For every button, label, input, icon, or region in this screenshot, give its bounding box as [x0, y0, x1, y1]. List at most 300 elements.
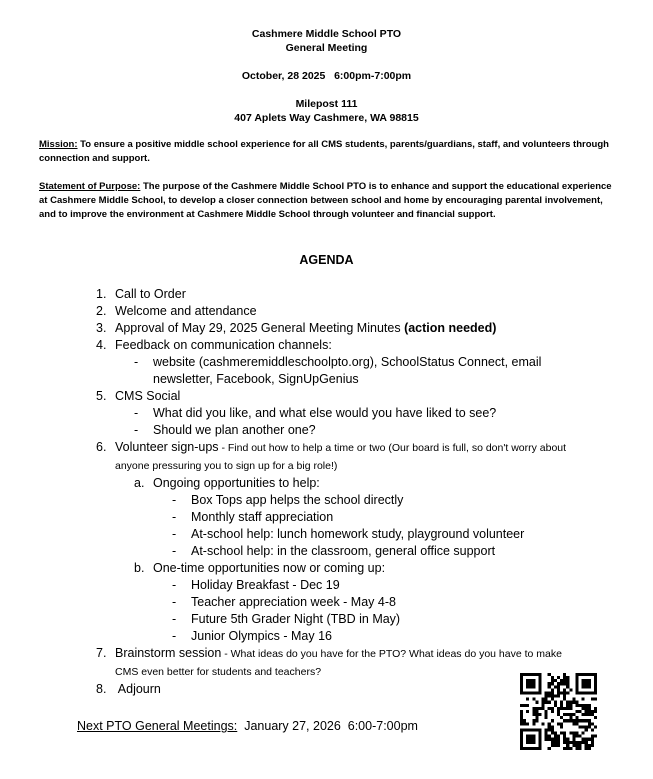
meeting-datetime: October, 28 2025 6:00pm-7:00pm — [241, 70, 412, 82]
qr-module — [588, 713, 591, 716]
qr-module — [557, 738, 560, 741]
agenda-text-main: Approval of May 29, 2025 General Meeting Minutes — [115, 321, 401, 335]
alpha-marker: a. — [134, 476, 145, 490]
qr-module — [563, 732, 566, 735]
qr-module — [551, 698, 554, 701]
qr-module — [542, 704, 545, 707]
qr-module — [582, 732, 585, 735]
qr-module — [551, 688, 554, 691]
qr-module — [594, 716, 597, 719]
agenda-list — [96, 286, 576, 698]
qr-module — [563, 735, 566, 738]
qr-module — [548, 735, 551, 738]
qr-module — [579, 719, 582, 722]
sub-bullet-text: What did you like, and what else would you have liked to see? — [153, 406, 497, 420]
qr-module — [532, 722, 535, 725]
qr-module — [585, 738, 588, 741]
qr-module — [545, 732, 548, 735]
qr-module — [560, 707, 563, 710]
qr-module — [591, 738, 594, 741]
agenda-text: Call to Order — [115, 287, 186, 301]
qr-module — [591, 710, 594, 713]
qr-module — [569, 688, 572, 691]
qr-module — [560, 679, 563, 682]
qr-module — [585, 719, 588, 722]
qr-module — [585, 741, 588, 744]
qr-module — [554, 685, 557, 688]
bullet-dash: - — [134, 406, 139, 420]
qr-module — [535, 701, 538, 704]
qr-module — [557, 682, 560, 685]
agenda-number: 4. — [96, 338, 107, 352]
qr-module — [591, 728, 594, 731]
bullet-dash: - — [172, 510, 177, 524]
action-needed-note: (action needed) — [404, 321, 497, 335]
qr-module — [563, 707, 566, 710]
next-meeting-date: January 27, 2026 6:00-7:00pm — [237, 719, 418, 733]
agenda-text-main: Volunteer sign-ups — [115, 440, 219, 454]
sub-bullet — [172, 492, 576, 509]
qr-module — [585, 744, 588, 747]
agenda-item-8 — [96, 681, 576, 698]
meeting-title: General Meeting — [285, 42, 368, 54]
qr-module — [591, 713, 594, 716]
qr-module — [554, 744, 557, 747]
bullet-dash: - — [172, 493, 177, 507]
qr-module — [560, 716, 563, 719]
qr-module — [575, 732, 578, 735]
sub-bullet-text: At-school help: in the classroom, general office support — [191, 544, 496, 558]
qr-module — [563, 679, 566, 682]
qr-module — [548, 695, 551, 698]
qr-module — [579, 725, 582, 728]
qr-module — [582, 741, 585, 744]
qr-module — [526, 722, 529, 725]
qr-module — [579, 744, 582, 747]
qr-module — [575, 716, 578, 719]
agenda-text: CMS Social — [115, 389, 181, 403]
qr-module — [548, 722, 551, 725]
qr-module — [572, 719, 575, 722]
qr-module — [538, 713, 541, 716]
qr-module — [557, 713, 560, 716]
qr-module — [557, 685, 560, 688]
qr-module — [548, 691, 551, 694]
qr-module — [585, 713, 588, 716]
org-title: Cashmere Middle School PTO — [251, 28, 402, 40]
qr-module — [557, 744, 560, 747]
qr-module — [551, 744, 554, 747]
qr-module — [535, 710, 538, 713]
qr-module — [520, 704, 523, 707]
qr-module — [526, 704, 529, 707]
qr-module — [551, 695, 554, 698]
mission-label: Mission: — [39, 139, 78, 150]
qr-module — [585, 747, 588, 750]
qr-module — [563, 676, 566, 679]
qr-module — [588, 707, 591, 710]
qr-module — [563, 713, 566, 716]
qr-module — [572, 698, 575, 701]
qr-module — [575, 722, 578, 725]
qr-module — [575, 710, 578, 713]
sub-bullet-text: website (cashmeremiddleschoolpto.org), SchoolStatus Connect, email newsletter, Facebook, SignUpGenius — [153, 355, 542, 386]
qr-module — [572, 735, 575, 738]
qr-module — [560, 732, 563, 735]
qr-module — [566, 704, 569, 707]
qr-module — [551, 728, 554, 731]
qr-module — [585, 710, 588, 713]
qr-module — [560, 682, 563, 685]
qr-module — [557, 688, 560, 691]
qr-module — [535, 719, 538, 722]
qr-module — [523, 719, 526, 722]
qr-module — [545, 716, 548, 719]
qr-module — [588, 710, 591, 713]
qr-module — [582, 707, 585, 710]
qr-module — [566, 679, 569, 682]
qr-module — [582, 713, 585, 716]
agenda-item-4 — [96, 337, 576, 354]
qr-module — [554, 679, 557, 682]
qr-module — [551, 741, 554, 744]
qr-module — [545, 710, 548, 713]
qr-module — [588, 704, 591, 707]
qr-module — [551, 725, 554, 728]
qr-module — [551, 682, 554, 685]
sub-item-text: Ongoing opportunities to help: — [153, 476, 320, 490]
qr-module — [579, 747, 582, 750]
qr-module — [551, 738, 554, 741]
qr-module — [554, 732, 557, 735]
qr-module — [594, 725, 597, 728]
sub-item-text: One-time opportunities now or coming up: — [153, 561, 386, 575]
qr-module — [582, 679, 591, 688]
mission-text: To ensure a positive middle school experience for all CMS students, parents/guardians, staff, and volunteers through connection and support. — [39, 139, 609, 164]
purpose-text: The purpose of the Cashmere Middle School PTO is to enhance and support the educational experience at Cashmere Middle School, to develop a closer connection between school and home by encouraging parental involvement, and to improve the environment at Cashmere Middle School through volunteer and financial support. — [39, 181, 612, 220]
qr-module — [588, 725, 591, 728]
purpose-label: Statement of Purpose: — [39, 181, 141, 192]
qr-module — [575, 719, 578, 722]
qr-module — [560, 701, 563, 704]
qr-module — [532, 710, 535, 713]
qr-module — [594, 710, 597, 713]
agenda-number: 1. — [96, 287, 107, 301]
bullet-dash: - — [172, 578, 177, 592]
qr-module — [542, 707, 545, 710]
qr-module — [594, 735, 597, 738]
qr-module — [557, 691, 560, 694]
qr-module — [532, 707, 535, 710]
qr-module — [594, 707, 597, 710]
agenda-text: Feedback on communication channels: — [115, 338, 332, 352]
qr-module — [551, 691, 554, 694]
qr-module — [545, 701, 548, 704]
qr-module — [569, 713, 572, 716]
sub-bullet-text: Junior Olympics - May 16 — [191, 629, 333, 643]
sub-bullet — [172, 526, 576, 543]
sub-bullet-text: Holiday Breakfast - Dec 19 — [191, 578, 340, 592]
qr-module — [548, 673, 551, 676]
qr-module — [582, 738, 585, 741]
qr-module — [542, 698, 545, 701]
bullet-dash: - — [172, 629, 177, 643]
agenda-number: 5. — [96, 389, 107, 403]
agenda-text-note: - Find out how to help a time or two (Our board is full, so don't worry about anyone pressuring you to sign up for a big role!) — [115, 442, 567, 472]
qr-module — [572, 722, 575, 725]
qr-module — [560, 725, 563, 728]
mission-statement — [39, 138, 614, 166]
qr-module — [563, 738, 566, 741]
qr-module — [563, 741, 566, 744]
qr-module — [551, 679, 554, 682]
qr-module — [520, 719, 523, 722]
agenda-item-3 — [96, 320, 576, 337]
qr-module — [585, 707, 588, 710]
qr-module — [566, 685, 569, 688]
bullet-dash: - — [134, 423, 139, 437]
qr-module — [520, 716, 523, 719]
next-meeting-label: Next PTO General Meetings: — [77, 719, 238, 733]
qr-module — [591, 735, 594, 738]
qr-module — [569, 716, 572, 719]
agenda-text: Welcome and attendance — [115, 304, 257, 318]
qr-module — [548, 728, 551, 731]
qr-module — [566, 747, 569, 750]
qr-module — [535, 707, 538, 710]
agenda-item-5 — [96, 388, 576, 405]
qr-module — [572, 744, 575, 747]
agenda-text — [115, 320, 576, 337]
qr-module — [545, 713, 548, 716]
agenda-text-main: Brainstorm session — [115, 646, 222, 660]
qr-module — [585, 728, 588, 731]
qr-module — [585, 704, 588, 707]
qr-module — [545, 738, 548, 741]
qr-module — [566, 682, 569, 685]
sub-bullet — [172, 594, 576, 611]
next-meeting — [77, 719, 418, 733]
agenda-text: Adjourn — [115, 682, 161, 696]
qr-module — [551, 710, 554, 713]
qr-module — [566, 713, 569, 716]
qr-module — [532, 719, 535, 722]
sub-bullet-text: Monthly staff appreciation — [191, 510, 334, 524]
qr-module — [551, 676, 554, 679]
qr-module — [582, 725, 585, 728]
qr-module — [535, 713, 538, 716]
qr-module — [588, 744, 591, 747]
qr-module — [563, 747, 566, 750]
qr-module — [582, 704, 585, 707]
qr-module — [551, 719, 554, 722]
bullet-dash: - — [172, 544, 177, 558]
qr-module — [572, 738, 575, 741]
sub-bullet — [134, 354, 576, 388]
qr-module — [520, 710, 523, 713]
qr-module — [538, 707, 541, 710]
qr-module — [557, 676, 560, 679]
qr-module — [582, 719, 585, 722]
qr-module — [563, 719, 566, 722]
qr-module — [563, 698, 566, 701]
qr-module — [588, 738, 591, 741]
qr-module — [560, 722, 563, 725]
qr-module — [566, 707, 569, 710]
agenda-item-2 — [96, 303, 576, 320]
qr-module — [575, 735, 578, 738]
qr-module — [588, 747, 591, 750]
qr-module — [563, 688, 566, 691]
qr-module — [526, 679, 535, 688]
qr-module — [548, 707, 551, 710]
agenda-number: 8. — [96, 682, 107, 696]
qr-module — [557, 707, 560, 710]
agenda-text — [115, 439, 576, 475]
qr-module — [572, 713, 575, 716]
qr-module — [566, 744, 569, 747]
qr-module — [566, 719, 569, 722]
qr-module — [572, 741, 575, 744]
bullet-dash: - — [172, 612, 177, 626]
qr-module — [569, 704, 572, 707]
qr-module — [545, 735, 548, 738]
venue-name: Milepost 111 — [295, 98, 358, 110]
qr-module — [545, 691, 548, 694]
bullet-dash: - — [172, 527, 177, 541]
qr-module — [548, 747, 551, 750]
bullet-dash: - — [134, 355, 139, 369]
purpose-statement — [39, 180, 614, 222]
qr-module — [554, 695, 557, 698]
qr-module — [554, 701, 557, 704]
sub-bullet — [172, 509, 576, 526]
qr-module — [588, 719, 591, 722]
venue-address: 407 Aplets Way Cashmere, WA 98815 — [234, 112, 419, 124]
qr-module — [566, 676, 569, 679]
agenda-number: 2. — [96, 304, 107, 318]
qr-module — [579, 704, 582, 707]
qr-module — [594, 698, 597, 701]
qr-module — [560, 691, 563, 694]
alpha-marker: b. — [134, 561, 145, 575]
qr-module — [575, 744, 578, 747]
agenda-item-6 — [96, 439, 576, 475]
qr-module — [548, 682, 551, 685]
qr-module — [569, 701, 572, 704]
agenda-text-note: - What ideas do you have for the PTO? What ideas do you have to make CMS even better for students and teachers? — [115, 648, 562, 678]
qr-module — [560, 704, 563, 707]
qr-module — [572, 732, 575, 735]
agenda-number: 3. — [96, 321, 107, 335]
qr-module — [548, 685, 551, 688]
qr-module — [520, 722, 523, 725]
qr-module — [526, 710, 529, 713]
agenda-item-1 — [96, 286, 576, 303]
sub-bullet-text: Box Tops app helps the school directly — [191, 493, 404, 507]
qr-module — [542, 701, 545, 704]
qr-module — [566, 701, 569, 704]
agenda-title: AGENDA — [299, 253, 354, 267]
qr-module — [563, 682, 566, 685]
qr-module — [569, 732, 572, 735]
qr-module — [520, 713, 523, 716]
qr-module — [572, 701, 575, 704]
qr-module — [557, 695, 560, 698]
qr-module — [569, 747, 572, 750]
qr-module — [548, 701, 551, 704]
sub-bullet-text: Teacher appreciation week - May 4-8 — [191, 595, 396, 609]
qr-module — [566, 738, 569, 741]
qr-module — [585, 725, 588, 728]
qr-module — [566, 691, 569, 694]
qr-module — [579, 741, 582, 744]
qr-module — [523, 722, 526, 725]
sub-item-b — [134, 560, 576, 577]
qr-module — [542, 722, 545, 725]
qr-module — [575, 704, 578, 707]
qr-module — [551, 707, 554, 710]
qr-module — [563, 691, 566, 694]
agenda-number: 6. — [96, 440, 107, 454]
sub-bullet — [172, 577, 576, 594]
qr-module — [526, 698, 529, 701]
qr-module — [569, 707, 572, 710]
qr-module — [563, 673, 566, 676]
qr-module — [532, 713, 535, 716]
qr-module — [545, 728, 548, 731]
qr-module — [557, 710, 560, 713]
sub-item-a — [134, 475, 576, 492]
sub-bullet — [172, 543, 576, 560]
qr-module — [575, 741, 578, 744]
agenda-text — [115, 645, 576, 681]
qr-module — [557, 722, 560, 725]
sub-bullet — [134, 405, 576, 422]
qr-module — [591, 698, 594, 701]
qr-module — [579, 735, 582, 738]
qr-module — [588, 722, 591, 725]
sub-bullet-text: Future 5th Grader Night (TBD in May) — [191, 612, 401, 626]
qr-module — [523, 704, 526, 707]
sub-bullet-text: At-school help: lunch homework study, playground volunteer — [191, 527, 525, 541]
qr-module — [548, 738, 551, 741]
qr-module — [526, 735, 535, 744]
qr-module — [579, 710, 582, 713]
qr-module — [551, 732, 554, 735]
sub-bullet — [172, 611, 576, 628]
qr-module — [575, 747, 578, 750]
qr-module — [582, 698, 585, 701]
qr-module — [563, 695, 566, 698]
qr-module — [591, 744, 594, 747]
qr-module — [545, 695, 548, 698]
qr-module — [532, 698, 535, 701]
qr-code-icon — [520, 673, 597, 750]
qr-module — [548, 725, 551, 728]
qr-module — [591, 722, 594, 725]
qr-module — [554, 704, 557, 707]
agenda-number: 7. — [96, 646, 107, 660]
agenda-item-7 — [96, 645, 576, 681]
qr-module — [591, 741, 594, 744]
qr-module — [554, 741, 557, 744]
sub-bullet — [172, 628, 576, 645]
qr-module — [557, 735, 560, 738]
qr-module — [535, 716, 538, 719]
qr-module — [554, 738, 557, 741]
qr-module — [569, 741, 572, 744]
